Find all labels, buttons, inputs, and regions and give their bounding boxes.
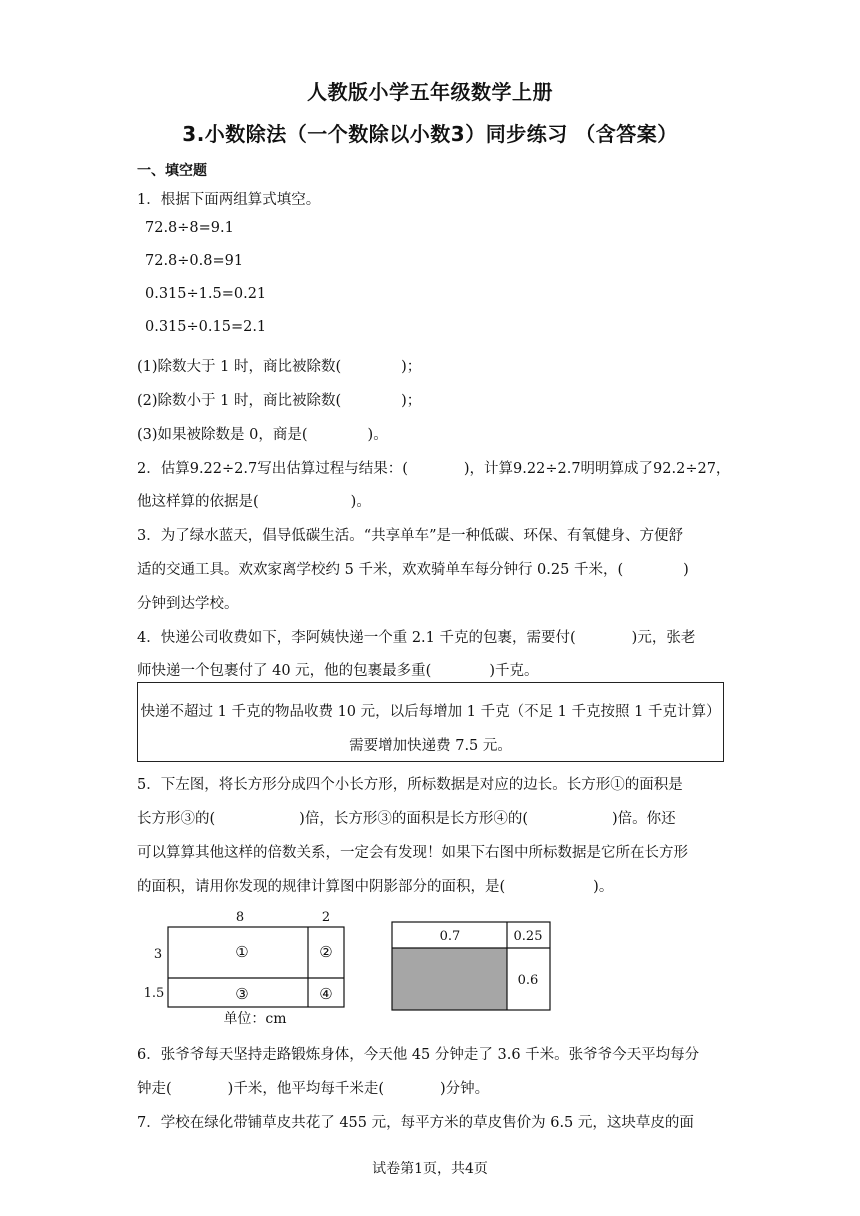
q2-line1 bbox=[137, 457, 730, 478]
q1-part3-end: )。 bbox=[367, 427, 388, 443]
q1-equation-4: 0.315÷0.15=2.1 bbox=[145, 319, 267, 335]
left-rectangle-figure bbox=[130, 905, 360, 1030]
q3-line1: 3．为了绿水蓝天，倡导低碳生活。“共享单车”是一种低碳、环保、有氧健身、方便舒 bbox=[137, 528, 684, 544]
q6-line1: 6．张爷爷每天坚持走路锻炼身体，今天他 45 分钟走了 3.6 千米。张爷爷今天平均每分 bbox=[137, 1047, 700, 1063]
fee-rules-line2: 需要增加快递费 7.5 元。 bbox=[349, 738, 512, 754]
q4-line2 bbox=[137, 659, 539, 680]
q6-line2 bbox=[137, 1077, 489, 1098]
q2-line2-end: )。 bbox=[350, 494, 371, 510]
q3-line2-end: ) bbox=[683, 562, 689, 578]
q1-equation-1: 72.8÷8=9.1 bbox=[145, 220, 234, 236]
side-label-1-5: 1.5 bbox=[143, 986, 165, 1001]
q6-line2-text: 钟走( bbox=[137, 1081, 172, 1097]
q1-stem: 1．根据下面两组算式填空。 bbox=[137, 192, 321, 208]
q5-line2 bbox=[137, 807, 676, 828]
q4-line1-end: )元，张老 bbox=[631, 630, 696, 646]
page-footer: 试卷第1页，共4页 bbox=[372, 1161, 488, 1177]
area-label-0-7: 0.7 bbox=[439, 929, 461, 944]
q1-equation-3: 0.315÷1.5=0.21 bbox=[145, 286, 267, 302]
q3-line2-text: 适的交通工具。欢欢家离学校约 5 千米，欢欢骑单车每分钟行 0.25 千米，( bbox=[137, 562, 624, 578]
q3-line2 bbox=[137, 558, 689, 579]
q1-part2 bbox=[137, 389, 421, 410]
q1-part1 bbox=[137, 355, 421, 376]
top-label-2: 2 bbox=[321, 910, 331, 925]
q5-line1: 5．下左图，将长方形分成四个小长方形，所标数据是对应的边长。长方形①的面积是 bbox=[137, 777, 683, 793]
cell-4: ④ bbox=[319, 985, 333, 1003]
area-label-0-6: 0.6 bbox=[517, 973, 539, 988]
q1-part3 bbox=[137, 423, 388, 444]
q3-line3: 分钟到达学校。 bbox=[137, 596, 239, 612]
q1-part2-end: )； bbox=[401, 393, 422, 409]
cell-3: ③ bbox=[235, 985, 249, 1003]
q1-part3-text: (3)如果被除数是 0，商是( bbox=[137, 427, 308, 443]
q2-line1-end: )，计算9.22÷2.7明明算成了92.2÷27， bbox=[463, 461, 731, 477]
q2-line1-text: 2．估算9.22÷2.7写出估算过程与结果：( bbox=[137, 461, 408, 477]
page-subtitle: 3.小数除法（一个数除以小数3）同步练习 （含答案） bbox=[182, 122, 678, 146]
q5-line4 bbox=[137, 875, 613, 896]
area-label-0-25: 0.25 bbox=[513, 929, 543, 944]
q4-line2-text: 师快递一个包裹付了 40 元，他的包裹最多重( bbox=[137, 663, 432, 679]
section-title-fill-blank: 一、填空题 bbox=[137, 163, 207, 179]
q4-line1 bbox=[137, 626, 695, 647]
right-area-figure bbox=[388, 918, 558, 1018]
fee-rules-line1: 快递不超过 1 千克的物品收费 10 元，以后每增加 1 千克（不足 1 千克按照 1 千克计算） bbox=[140, 704, 721, 720]
q7-line1: 7．学校在绿化带铺草皮共花了 455 元，每平方米的草皮售价为 6.5 元，这块草皮的面 bbox=[137, 1115, 694, 1131]
q1-part2-text: (2)除数小于 1 时，商比被除数( bbox=[137, 393, 342, 409]
cell-1: ① bbox=[235, 943, 249, 961]
q5-line2-mid: )倍，长方形③的面积是长方形④的( bbox=[299, 811, 528, 827]
fee-rules-box bbox=[137, 682, 724, 762]
outer-rectangle bbox=[168, 927, 344, 1007]
q5-line4-text: 的面积，请用你发现的规律计算图中阴影部分的面积，是( bbox=[137, 879, 506, 895]
q6-line2-mid: )千米，他平均每千米走( bbox=[227, 1081, 384, 1097]
q5-line4-end: )。 bbox=[593, 879, 614, 895]
q1-part1-end: )； bbox=[401, 359, 422, 375]
top-label-8: 8 bbox=[235, 910, 245, 925]
cell-2: ② bbox=[319, 943, 333, 961]
q4-line1-text: 4．快递公司收费如下，李阿姨快递一个重 2.1 千克的包裹，需要付( bbox=[137, 630, 576, 646]
q2-line2-text: 他这样算的依据是( bbox=[137, 494, 259, 510]
q2-line2 bbox=[137, 490, 371, 511]
page-title: 人教版小学五年级数学上册 bbox=[307, 80, 553, 104]
q5-line2-text: 长方形③的( bbox=[137, 811, 216, 827]
q1-part1-text: (1)除数大于 1 时，商比被除数( bbox=[137, 359, 342, 375]
shaded-region bbox=[392, 948, 507, 1010]
unit-label: 单位：cm bbox=[223, 1011, 287, 1027]
q5-line2-end: )倍。你还 bbox=[612, 811, 676, 827]
side-label-3: 3 bbox=[153, 947, 163, 962]
q5-line3: 可以算算其他这样的倍数关系，一定会有发现！如果下右图中所标数据是它所在长方形 bbox=[137, 845, 688, 861]
q4-line2-end: )千克。 bbox=[489, 663, 539, 679]
q6-line2-end: )分钟。 bbox=[440, 1081, 490, 1097]
q1-equation-2: 72.8÷0.8=91 bbox=[145, 253, 244, 269]
